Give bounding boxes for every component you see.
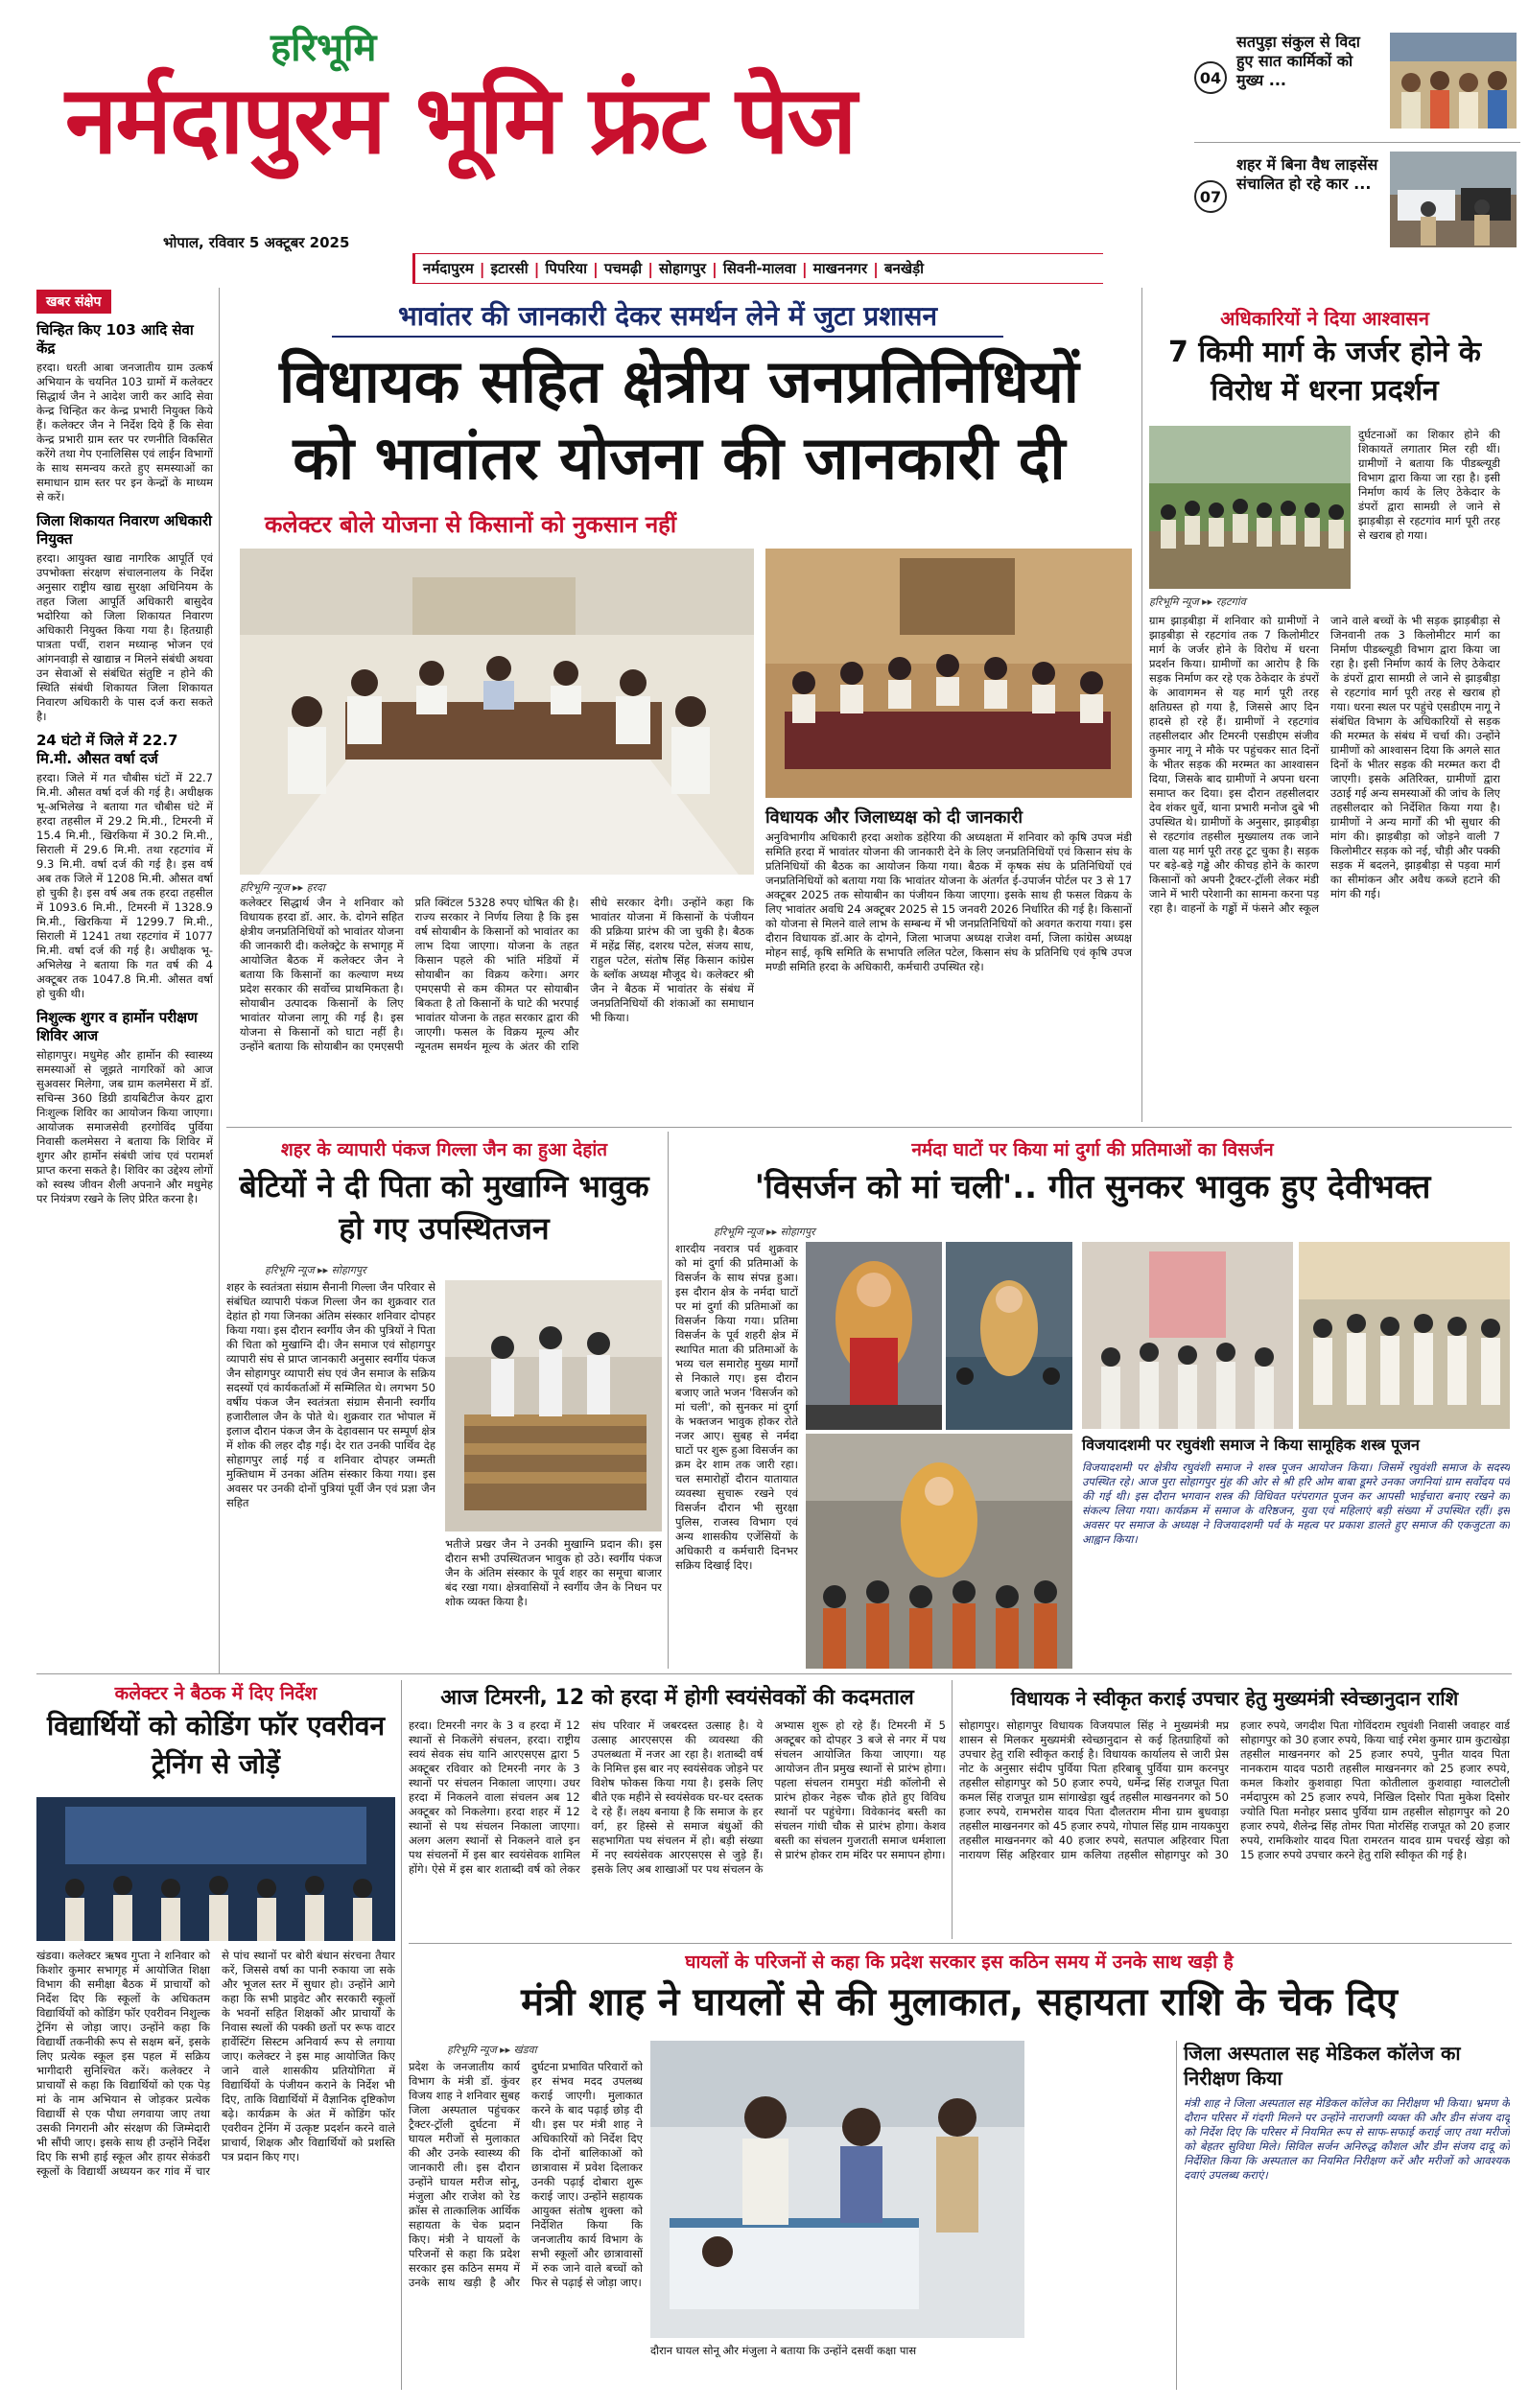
gilla-story bbox=[226, 1136, 662, 1669]
lead-story bbox=[226, 297, 1132, 1122]
protest-kicker: अधिकारियों ने दिया आश्वासन bbox=[1220, 307, 1429, 330]
coding-kicker: कलेक्टर ने बैठक में दिए निर्देश bbox=[114, 1683, 318, 1704]
shah-body: प्रदेश के जनजातीय कार्य विभाग के मंत्री डॉ. कुंवर विजय शाह ने शनिवार सुबह जिला अस्पताल पहुंचकर ट्रैक्टर-ट्रॉली दुर्घटना में घायल मरीजों से मुलाकात की और उनके स्वास्थ्य की जानकारी ली। इस दौरान उन्होंने घायल मरीज सोनू, मंजुला और राजेश को रेड क्रॉस से तात्कालिक आर्थिक सहायता के चेक प्रदान किए। मंत्री ने घायलों के परिजनों से कहा कि प्रदेश सरकार इस कठिन समय में उनके साथ खड़ी है और दुर्घटना प्रभावित परिवारों को हर संभव मदद उपलब्ध कराई जाएगी। मुलाकात करने के बाद पढ़ाई छोड़ दी थी। इस पर मंत्री शाह ने अधिकारियों को निर्देश दिए कि दोनों बालिकाओं को छात्रावास में प्रवेश दिलाकर उनकी पढ़ाई दोबारा शुरू कराई जाए। उन्होंने सहायक आयुक्त संतोष शुक्ला को निर्देशित किया कि जनजातीय कार्य विभाग के सभी स्कूलों और छात्रावासों में रुक जाने वाले बच्चों को फिर से पढ़ाई से जोड़ा जाए। bbox=[409, 2060, 643, 2289]
hospital-body: मंत्री शाह ने जिला अस्पताल सह मेडिकल कॉलेज का निरीक्षण भी किया। भ्रमण के दौरान परिसर में गंदगी मिलने पर उन्होंने नाराजगी व्यक्त की और डीन संजय दादू को निर्देश दिए कि परिसर में नियमित रूप से साफ-सफाई कराई जाए तथा मरीजों को बेहतर सुविधा मिले। सिविल सर्जन अनिरुद्ध कौशल और डीन संजय दादू को निर्देशित किया कि अस्पताल का नियमित निरीक्षण करें और मरीजों को आवश्यक दवाएं उपलब्ध कराएं। bbox=[1184, 2096, 1510, 2182]
nav-item-sohagpur[interactable]: सोहागपुर bbox=[659, 260, 707, 277]
section-rule bbox=[409, 1943, 1512, 1944]
brief-headline: जिला शिकायत निवारण अधिकारी नियुक्त bbox=[36, 512, 212, 548]
coding-headline: विद्यार्थियों को कोडिंग फॉर एवरीवन ट्रेनिंग से जोड़ें bbox=[46, 1710, 385, 1780]
relief-headline: विधायक ने स्वीकृत कराई उपचार हेतु मुख्यमंत्री स्वेच्छानुदान राशि bbox=[1010, 1687, 1459, 1710]
protest-body: ग्राम झाड़बीड़ा में शनिवार को ग्रामीणों ने झाड़बीड़ा से रहटगांव तक 7 किलोमीटर मार्ग के जर्जर होने के विरोध में धरना प्रदर्शन किया। ग्रामीणों का आरोप है कि सड़क निर्माण कर रहे एक ठेकेदार के डंपरों के आवागमन से यह मार्ग पूरी तरह क्षतिग्रस्त हो गया है, जिससे आए दिन हादसे हो रहे हैं। ग्रामीणों ने रहटगांव तहसीलदार और टिमरनी एसडीएम संजीव कुमार नागू ने मौके पर पहुंचकर सात दिनों के भीतर सड़क की मरम्मत का आश्वासन दिया, जिसके बाद ग्रामीणों ने अपना धरना समाप्त कर दिया। इस दौरान तहसीलदार देव शंकर धुर्वे, थाना प्रभारी मनोज दुबे भी उपस्थित थे। ग्रामीणों के अनुसार, झाड़बीड़ा से रहटगांव तहसील मुख्यालय तक जाने वाला यह मार्ग पूरी तरह टूट चुका है। सड़क पर बड़े-बड़े गड्ढे और कीचड़ होने के कारण किसानों को अपनी ट्रैक्टर-ट्रॉली लेकर मंडी जाने में भारी परेशानी का सामना करना पड़ रहा है। वाहनों के गड्ढों में फंसने और स्कूल जाने वाले बच्चों के भी सड़क झाड़बीड़ा से जिनवानी तक 3 किलोमीटर मार्ग का निर्माण पीडब्ल्यूडी विभाग द्वारा किया जा रहा है। इसी निर्माण कार्य के लिए ठेकेदार के डंपरों द्वारा सामग्री ले जाने से झाड़बीड़ा से रहटगांव मार्ग पूरी तरह से खराब हो गया। धरना स्थल पर पहुंचे एसडीएम नागू ने संबंधित विभाग के अधिकारियों से सड़क की मरम्मत के संबंध में चर्चा की। उन्होंने ग्रामीणों को आश्वासन दिया कि अगले सात दिनों के भीतर सड़क की मरम्मत करा दी जाएगी। इसके अतिरिक्त, ग्रामीणों द्वारा उठाई गई अन्य समस्याओं की जांच के लिए तहसीलदार को निर्देशित किया गया है। ग्रामीणों ने अन्य मार्गों की भी सुधार की मांग की। झाड़बीड़ा को जोड़ने वाली 7 किलोमीटर सड़क को नई, चौड़ी और पक्की सड़क में बदलने, झाड़बीड़ा से पड़वा मार्ग का सीमांकन और अवैध कब्जे हटाने की मांग की गई। bbox=[1149, 614, 1500, 915]
coding-photo bbox=[36, 1797, 395, 1941]
nav-item-itarsi[interactable]: इटारसी bbox=[490, 260, 529, 277]
nav-item-seoni-malwa[interactable]: सिवनी-मालवा bbox=[722, 260, 796, 277]
protest-headline: 7 किमी मार्ग के जर्जर होने के विरोध में धरना प्रदर्शन bbox=[1168, 336, 1481, 408]
brief-headline: 24 घंटो में जिले में 22.7 मि.मी. औसत वर्षा दर्ज bbox=[36, 732, 178, 767]
page-title: नर्मदापुरम भूमि फ्रंट पेज bbox=[65, 66, 856, 175]
hospital-photo bbox=[650, 2041, 1024, 2338]
brief-text: हरदा। जिले में गत चौबीस घंटों में 22.7 मि.मी. औसत वर्षा दर्ज की गई है। अधीक्षक भू-अभिलेख ने बताया गत चौबीस घंटे में हरदा तहसील में 29.2 मि.मी., टिमरनी में 15.4 मि.मी., खिरकिया में 30.2 मि.मी., सिराली में 29.6 मि.मी. तथा रहटगांव में 9.3 मि.मी. वर्षा दर्ज की गई है। इस वर्ष अब तक जिले में 1208 मि.मी. औसत वर्षा हो चुकी है। इस वर्ष अब तक हरदा तहसील में 1093.6 मि.मी., टिमरनी में 1328.9 मि.मी., खिरकिया में 1299.7 मि.मी., सिराली में 1241 तथा रहटगांव में 1077 मि.मी. वर्षा दर्ज की गई है। अधीक्षक भू-अभिलेख ने बताया कि गत वर्ष की 4 अक्टूबर तक 1047.8 मि.मी. औसत वर्षा हो चुकी थी। bbox=[36, 771, 213, 1000]
nav-item-bankhedi[interactable]: बनखेड़ी bbox=[883, 260, 925, 277]
lead-subhead: कलेक्टर बोले योजना से किसानों को नुकसान नहीं bbox=[265, 511, 677, 538]
teaser-1[interactable] bbox=[1194, 33, 1520, 148]
gilla-kicker: शहर के व्यापारी पंकज गिल्ला जैन का हुआ देहांत bbox=[280, 1139, 608, 1160]
column-rule bbox=[401, 1680, 402, 2390]
teaser-photo bbox=[1390, 152, 1517, 247]
lead-side-headline: विधायक और जिलाध्यक्ष को दी जानकारी bbox=[765, 807, 1023, 828]
brief-text: हरदा। धरती आबा जनजातीय ग्राम उत्कर्ष अभियान के चयनित 103 ग्रामों में कलेक्टर सिद्धार्थ जैन ने आदेश जारी कर आदि सेवा केन्द्र चिन्हित कर केन्द्र प्रभारी नियुक्त किये हैं। कलेक्टर जैन ने निर्देश दिये हैं कि सेवा केन्द्र प्रभारी ग्राम स्तर पर रणनीति विकसित करेंगे तथा गेप एनालिसिस एवं लाईन विभागों के साथ समन्वय करते हुए समस्याओं का समाधान ग्राम स्तर पर इन केन्द्रों के माध्यम से करें। bbox=[36, 361, 213, 503]
brief-headline: चिन्हित किए 103 आदि सेवा केंद्र bbox=[36, 321, 194, 357]
dateline: भोपाल, रविवार 5 अक्टूबर 2025 bbox=[163, 234, 350, 251]
lead-kicker: भावांतर की जानकारी देकर समर्थन लेने में जुटा प्रशासन bbox=[332, 297, 1003, 338]
nav-item-narmadapuram[interactable]: नर्मदापुरम bbox=[423, 260, 474, 277]
rss-body: हरदा। टिमरनी नगर के 3 व हरदा में 12 स्थानों से निकलेंगे संचलन, हरदा। राष्ट्रीय स्वयं सेवक संघ यानि आरएसएस द्वारा 5 अक्टूबर रविवार को टिमरनी नगर के 3 स्थानों पर संचलन निकाला जाएगा। उधर हरदा में निकलने वाला संचलन अब 12 अक्टूबर को निकलेगा। हरदा शहर में 12 स्थानों से पथ संचलन निकाला जाएगा। अलग अलग स्थानों से निकलने वाले इन पथ संचलनों में इस बार स्वयंसेवक शामिल होंगे। ऐसे में इस बार शताब्दी वर्ष को लेकर संघ परिवार में जबरदस्त उत्साह है। ये उत्साह आरएसएस की व्यवस्था की उपलब्धता में नजर आ रहा है। शताब्दी वर्ष के निमित्त इस बार नए स्वयंसेवक जोड़ने पर विशेष फोकस किया गया है। इसके लिए बीते एक महीने से स्वयंसेवक घर-घर दस्तक दे रहे हैं। लक्ष्य बनाया है कि समाज के हर वर्ग, हर हिस्से से समाज बंधुओं की सहभागिता पथ संचलन में हो। बड़ी संख्या में नए स्वयंसेवक आरएसएस से जुड़े हैं। इसके लिए अब शाखाओं पर पथ संचलन के अभ्यास शुरू हो रहे हैं। टिमरनी में 5 अक्टूबर को दोपहर 3 बजे से नगर में पथ संचलन आयोजित किया जाएगा। यह आयोजन तीन प्रमुख स्थानों से प्रारंभ होगा। पहला संचलन रामपुरा मंडी कॉलोनी से प्रारंभ होकर नेहरू चौक होते हुए विविध स्थानों पर पहुंचेगा। विवेकानंद बस्ती का संचलन गांधी चौक से प्रारंभ होगा। केशव बस्ती का संचलन गुजराती समाज धर्मशाला से प्रारंभ होकर राम मंदिर पर समापन होगा। bbox=[409, 1718, 946, 1876]
durga-story bbox=[675, 1136, 1510, 1669]
column-rule bbox=[668, 1132, 669, 1669]
nav-item-makhannagar[interactable]: माखननगर bbox=[812, 260, 868, 277]
hospital-headline: जिला अस्पताल सह मेडिकल कॉलेज का निरीक्षण किया bbox=[1184, 2042, 1461, 2090]
column-rule bbox=[219, 288, 220, 1673]
city-nav: नर्मदापुरम | इटारसी | पिपरिया | पचमढ़ी | सोहागपुर | सिवनी-मालवा | माखननगर | बनखेड़ी bbox=[412, 253, 1103, 284]
brief-text: हरदा। आयुक्त खाद्य नागरिक आपूर्ति एवं उपभोक्ता संरक्षण संचालनालय के निर्देश अनुसार राष्ट्रीय खाद्य सुरक्षा अधिनियम के तहत जिला आपूर्ति अधिकारी बासुदेव भदोरिया को जिला शिकायत निवारण अधिकारी नियुक्त किया गया है। हितग्राही पात्रता पर्ची, राशन मध्यान्ह भोजन एवं आंगनवाड़ी से खाद्यान्न न मिलने संबंधी अथवा उन सेवाओं से संबंधित संतुष्टि न होने की स्थिति संबंधी शिकायत जिला शिकायत निवारण अधिकारी के पास दर्ज करा सकते है। bbox=[36, 551, 213, 723]
relief-story bbox=[959, 1680, 1510, 1939]
teaser-divider bbox=[1194, 142, 1520, 143]
gilla-caption: भतीजे प्रखर जैन ने उनकी मुखाग्नि प्रदान की। इस दौरान सभी उपस्थितजन भावुक हो उठे। स्वर्गीय पंकज जैन के अंतिम संस्कार के पूर्व शहर का समूचा बाजार बंद रखा गया। क्षेत्रवासियों ने स्वर्गीय जैन के निधन पर शोक व्यक्त किया है। bbox=[445, 1537, 662, 1608]
teaser-number: 07 bbox=[1194, 180, 1227, 213]
news-brief-sidebar bbox=[36, 288, 213, 1669]
lead-side-body: अनुविभागीय अधिकारी हरदा अशोक डहेरिया की अध्यक्षता में शनिवार को कृषि उपज मंडी समिति हरदा में भावांतर योजना की जानकारी देने के लिए जनप्रतिनिधियों एवं किसान संघ के प्रतिनिधियों की बैठक का आयोजन किया गया। बैठक में कृषक संघ के प्रतिनिधियों एवं जनप्रतिनिधियों को बताया गया कि भावांतर योजना के अंतर्गत ई-उपार्जन पोर्टल पर 3 से 17 अक्टूबर 2025 तक सोयाबीन का पंजीयन किया जाएगा। इसके साथ ही फसल विक्रय के लिए भावांतर अवधि 24 अक्टूबर 2025 से 15 जनवरी 2026 निर्धारित की गई है। किसानों को योजना से मिलने वाले लाभ के सम्बन्ध में भी जनप्रतिनिधियों को अवगत कराया गया। इस दौरान विधायक डॉ.आर के दोगने, जिला भाजपा अध्यक्ष राजेश वर्मा, जिला कांग्रेस अध्यक्ष मोहन साई, कृषि समिति के सभापति ललित पटेल, किसान संघ के प्रतिनिधि एवं कृषि उपज मण्डी समिति हरदा के अधिकारी, कर्मचारी उपस्थित रहे। bbox=[765, 830, 1132, 973]
protest-body-top: दुर्घटनाओं का शिकार होने की शिकायतें लगातार मिल रही थीं। ग्रामीणों ने बताया कि पीडब्ल्यूडी विभाग द्वारा किया जा रहा है। इसी निर्माण कार्य के लिए ठेकेदार के डंपरों द्वारा सामग्री ले जाने से झाड़बीड़ा से रहटगांव मार्ग पूरी तरह से खराब हो गया। bbox=[1358, 428, 1500, 542]
second-meeting-photo bbox=[765, 549, 1132, 798]
durga-credit: हरिभूमि न्यूज ▸▸ सोहागपुर bbox=[714, 1226, 815, 1238]
teaser-number: 04 bbox=[1194, 61, 1227, 94]
lead-headline: विधायक सहित क्षेत्रीय जनप्रतिनिधियों bbox=[279, 346, 1079, 416]
lead-credit: हरिभूमि न्यूज ▸▸ हरदा bbox=[240, 881, 325, 894]
procession-photo bbox=[806, 1434, 1072, 1669]
lead-headline: को भावांतर योजना की जानकारी दी bbox=[293, 423, 1066, 493]
section-rule bbox=[36, 1673, 1512, 1674]
teaser-photo bbox=[1390, 33, 1517, 129]
visarjan-photo bbox=[946, 1242, 1072, 1430]
brief-text: सोहागपुर। मधुमेह और हार्मोन की स्वास्थ्य समस्याओं से जूझते नागरिकों को आज सुअवसर मिलेगा, जब ग्राम कलमेसरा में डॉ. सचिन्स 360 डिग्री डायबिटीज केयर द्वारा निःशुल्क शिविर का आयोजन किया जाएगा। आयोजक समाजसेवी हरगोविंद पुर्विया निवासी कलमेसरा ने बताया कि शिविर में शुगर और हार्मोन संबंधी जांच एवं परामर्श प्राप्त करना सकते है। शिविर का उद्देश्य लोगों को स्वस्थ जीवन शैली अपनाने और मधुमेह पर नियंत्रण रखने के लिए प्रेरित करना है। bbox=[36, 1048, 213, 1205]
section-rule bbox=[226, 1127, 1512, 1128]
relief-body: सोहागपुर। सोहागपुर विधायक विजयपाल सिंह ने मुख्यमंत्री मप्र शासन से मिलकर मुख्यमंत्री स्वेच्छानुदान से कई हितग्राहियों को उपचार हेतु राशि स्वीकृत कराई है। विधायक कार्यालय से जारी प्रेस नोट के अनुसार संदीप पुर्विया पिता हरिबाबू पुर्विया ग्राम करनपुर तहसील सोहागपुर को 50 हजार रुपये, धर्मेन्द्र सिंह राजपूत पिता कमल सिंह राजपूत ग्राम सांगाखेड़ा खुर्द तहसील माखननगर को 50 हजार रुपये, रामभरोस यादव पिता दौलतराम मीना ग्राम बुधवाड़ा तहसील माखननगर को 45 हजार रुपये, गोपाल सिंह ग्राम नायकपुरा तहसील माखननगर को 40 हजार रुपये, सतपाल अहिरवार पिता नारायण सिंह अहिरवार ग्राम कलिया तहसील सोहागपुर को 30 हजार रुपये, जगदीश पिता गोविंदराम रघुवंशी निवासी जवाहर वार्ड सोहागपुर को 30 हजार रुपये, किया चाई रमेश कुमार ग्राम कुटाखेड़ा तहसील माखननगर को 25 हजार रुपये, पुनीत यादव पिता नानकराम यादव पठारी तहसील माखननगर को 25 हजार रुपये, कमल किशोर कुशवाहा पिता कोतीलाल कुशवाहा ग्वालटोली नर्मदापुरम को 25 हजार रुपये, निखिल दिसोर पिता मुकेश दिसोर ज्योति पिता मनोहर प्रसाद पुर्विया ग्राम तहसील सोहागपुर को 20 हजार रुपये, शैलेन्द्र सिंह तोमर पिता मोरसिंह राजपूत को 20 हजार रुपये, रामकिशोर यादव पिता रामरतन यादव ग्राम पचरई खेड़ा को 15 हजार रुपये उपचार करने हेतु राशि स्वीकृत की गई है। bbox=[959, 1718, 1510, 1861]
shah-story bbox=[409, 1949, 1510, 2390]
shastra-body: विजयादशमी पर क्षेत्रीय रघुवंशी समाज ने शस्त्र पूजन आयोजन किया। जिसमें रघुवंशी समाज के सदस्य उपस्थित रहे। आज पुरा सोहागपुर मुंह की ओर से श्री हरि ओम बाबा डूमरे उनका जगनियां ग्राम सर्वोदय पर्व की गई थी। इस दौरान भगवान शस्त्र की विधिवत परंपरागत पूजन कर आपसी भाईचारा बनाए रखने का संकल्प लिया गया। कार्यक्रम में समाज के वरिष्ठजन, युवा एवं महिलाएं बड़ी संख्या में उपस्थित रहीं। इस अवसर पर समाज के अध्यक्ष ने विजयादशमी पर्व के महत्व पर प्रकाश डालते हुए समाज की एकजुटता का आह्वान किया। bbox=[1082, 1461, 1510, 1546]
protest-photo bbox=[1149, 426, 1351, 589]
column-rule bbox=[1141, 288, 1142, 1122]
road-protest-story bbox=[1149, 305, 1500, 1120]
gilla-credit: हरिभूमि न्यूज ▸▸ सोहागपुर bbox=[265, 1264, 366, 1276]
durga-body: शारदीय नवरात्र पर्व शुक्रवार को मां दुर्गा की प्रतिमाओं के विसर्जन के साथ संपन्न हुआ। इस दौरान क्षेत्र के नर्मदा घाटों पर मां दुर्गा की प्रतिमाओं का विसर्जन किया गया। प्रतिमा विसर्जन के पूर्व शहरी क्षेत्र में स्थापित माता की प्रतिमाओं के भव्य चल समारोह मुख्य मार्गों से निकाले गए। इस दौरान बजाए जाते भजन 'विसर्जन को मां चली', को सुनकर मां दुर्गा के भक्तजन भावुक होकर रोते नजर आए। सुबह से नर्मदा घाटों पर शुरू हुआ विसर्जन का क्रम देर शाम तक जारी रहा। चल समारोहों दौरान यातायात व्यवस्था सुचारू रखने एवं विसर्जन दौरान भी सुरक्षा पुलिस, राजस्व विभाग एवं अन्य शासकीय एजेंसियों के अधिकारी व कर्मचारी दिनभर सक्रिय दिखाई दिए। bbox=[675, 1242, 798, 1572]
sidebar-label: खबर संक्षेप bbox=[36, 290, 111, 314]
durga-kicker: नर्मदा घाटों पर किया मां दुर्गा की प्रतिमाओं का विसर्जन bbox=[911, 1139, 1274, 1160]
masthead bbox=[0, 0, 1529, 288]
gilla-headline: बेटियों ने दी पिता को मुखाग्नि भावुक हो गए उपस्थितजन bbox=[239, 1168, 649, 1247]
idol-photo bbox=[806, 1242, 942, 1430]
shastra-pujan-photo-2 bbox=[1299, 1242, 1510, 1429]
lead-body: कलेक्टर सिद्धार्थ जैन ने शनिवार को विधायक हरदा डॉ. आर. के. दोगने सहित क्षेत्रीय जनप्रतिनिधियों को भावांतर योजना की जानकारी दी। कलेक्ट्रेट के सभागृह में आयोजित बैठक में कलेक्टर जैन ने बताया कि किसानों का कल्याण मध्य प्रदेश सरकार की सर्वोच्च प्राथमिकता है। सोयाबीन उत्पादक किसानों के लिए भावांतर योजना लागू की गई है। इस योजना से किसानों को घाटा नहीं है। उन्होंने बताया कि सोयाबीन का एमएसपी प्रति क्विंटल 5328 रुपए घोषित की है। राज्य सरकार ने निर्णय लिया है कि इस वर्ष सोयाबीन के किसानों को भावांतर का लाभ दिया जाएगा। योजना के तहत किसान पहले की भांति मंडियों में सोयाबीन का विक्रय करेगा। अगर एमएसपी से कम कीमत पर सोयाबीन बिकता है तो किसानों के घाटे की भरपाई भावांतर योजना के तहत सरकार द्वारा की जाएगी। फसल के विक्रय मूल्य और न्यूनतम समर्थन मूल्य के अंतर की राशि सीधे सरकार देगी। उन्होंने कहा कि भावांतर योजना में किसानों के पंजीयन की प्रक्रिया प्रारंभ की जा चुकी है। बैठक में महेंद्र सिंह, दशरथ पटेल, संजय साध, राहुल पटेल, संतोष सिंह किसान कांग्रेस के ब्लॉक अध्यक्ष मौजूद थे। कलेक्टर श्री जैन ने बैठक में भावांतर के संबंध में जनप्रतिनिधियों की शंकाओं का समाधान भी किया। bbox=[240, 896, 754, 1053]
shah-credit: हरिभूमि न्यूज ▸▸ खंडवा bbox=[447, 2044, 537, 2056]
protest-credit: हरिभूमि न्यूज ▸▸ रहटगांव bbox=[1149, 596, 1246, 608]
coding-story bbox=[36, 1680, 395, 2390]
column-rule bbox=[1176, 2041, 1177, 2390]
shah-caption: दौरान घायल सोनू और मंजुला ने बताया कि उन्होंने दसवीं कक्षा पास bbox=[650, 2344, 917, 2357]
shah-headline: मंत्री शाह ने घायलों से की मुलाकात, सहायता राशि के चेक दिए bbox=[521, 1980, 1398, 2024]
meeting-photo bbox=[240, 549, 754, 875]
durga-headline: 'विसर्जन को मां चली'.. गीत सुनकर भावुक हुए देवीभक्त bbox=[754, 1168, 1431, 1206]
shah-kicker: घायलों के परिजनों से कहा कि प्रदेश सरकार इस कठिन समय में उनके साथ खड़ी है bbox=[685, 1952, 1234, 1973]
column-rule bbox=[952, 1680, 953, 1939]
shastra-headline: विजयादशमी पर रघुवंशी समाज ने किया सामूहिक शस्त्र पूजन bbox=[1082, 1436, 1420, 1454]
hospital-box bbox=[1184, 2041, 1510, 2390]
shastra-pujan-photo-1 bbox=[1082, 1242, 1293, 1429]
cremation-photo bbox=[445, 1280, 662, 1531]
nav-item-pachmarhi[interactable]: पचमढ़ी bbox=[603, 260, 643, 277]
teaser-text: सतपुड़ा संकुल से विदा हुए सात कार्मिकों को मुख्य ... bbox=[1236, 33, 1360, 89]
teaser-text: शहर में बिना वैध लाइसेंस संचालित हो रहे कार ... bbox=[1236, 155, 1378, 193]
shah-body-continued bbox=[1032, 2041, 1166, 2390]
brand-logo: हरिभूमि bbox=[271, 26, 377, 70]
gilla-body: शहर के स्वतंत्रता संग्राम सैनानी गिल्ला जैन परिवार से संबंधित व्यापारी पंकज गिल्ला जैन का शुक्रवार रात देहांत हो गया जिनका अंतिम संस्कार शनिवार दोपहर किया गया। इस दौरान स्वर्गीय जैन की पुत्रियों ने पिता की चिता को मुखाग्नि दी। जैन समाज एवं सोहागपुर व्यापारी संघ से प्राप्त जानकारी अनुसार स्वर्गीय पंकज जैन सोहागपुर व्यापारी संघ एवं जैन समाज के सक्रिय सदस्यों एवं कार्यकर्ताओं में सम्मिलित थे। लगभग 50 वर्षीय पंकज जैन स्वतंत्रता संग्राम सैनानी स्वर्गीय हजारीलाल जैन के पोते थे। शुक्रवार रात भोपाल में इलाज दौरान पंकज जैन के देहावसान पर सम्पूर्ण क्षेत्र में शोक की लहर दौड़ गई। देर रात उनकी पार्थिव देह सोहागपुर लाई गई व शनिवार दोपहर जम्मती मुक्तिधाम में उनका अंतिम संस्कार किया गया। इस अवसर पर उनकी दोनों पुत्रियां पूर्वी जैन एवं प्रज्ञा जैन सहित bbox=[226, 1280, 435, 1509]
nav-item-pipariya[interactable]: पिपरिया bbox=[545, 260, 587, 277]
coding-body: खंडवा। कलेक्टर ऋषव गुप्ता ने शनिवार को किशोर कुमार सभागृह में आयोजित शिक्षा विभाग की समीक्षा बैठक में प्राचार्यों को निर्देश दिए कि स्कूलों के अधिकतम विद्यार्थियों को कोडिंग फॉर एवरीवन निशुल्क ट्रेनिंग से जोड़ा जाए। उन्होंने कहा कि विद्यार्थी तकनीकी रूप से सक्षम बनें, इसके लिए प्रत्येक स्कूल इस पहल में सक्रिय भागीदारी सुनिश्चित करें। कलेक्टर ने प्राचार्यों से कहा कि विद्यार्थियों को एक पेड़ मां के नाम अभियान से जोड़कर प्रत्येक विद्यार्थी से एक पौधा लगवाया जाए तथा उसकी निगरानी और संरक्षण की जिम्मेदारी भी सौंपी जाए। इसके साथ ही उन्होंने निर्देश दिए कि सभी हाई स्कूल और हायर सेकंडरी स्कूलों के विद्यार्थी अध्ययन कर गांव में चार से पांच स्थानों पर बोरी बंधान संरचना तैयार करें, जिससे वर्षा का पानी रुकाया जा सके और भूजल स्तर में सुधार हो। उन्होंने आगे कहा कि सभी प्राइवेट और सरकारी स्कूलों के भवनों सहित शिक्षकों और प्राचार्यों के निवास स्थलों की पक्की छतों पर रूफ वाटर हार्वेस्टिंग सिस्टम अनिवार्य रूप से लगाया जाए। कलेक्टर ने इस माह आयोजित किए जाने वाले शासकीय प्रतियोगिता में विद्यार्थियों के पंजीयन कराने के निर्देश भी दिए, ताकि विद्यार्थियों में वैज्ञानिक दृष्टिकोण बढ़े। कार्यक्रम के अंत में कोडिंग फॉर एवरीवन ट्रेनिंग में उत्कृष्ट प्रदर्शन करने वाले प्राचार्य, शिक्षक और विद्यार्थियों को प्रशस्ति पत्र प्रदान किए गए। bbox=[36, 1949, 395, 2178]
rss-headline: आज टिमरनी, 12 को हरदा में होगी स्वयंसेवकों की कदमताल bbox=[440, 1686, 914, 1710]
brief-headline: निशुल्क शुगर व हार्मोन परीक्षण शिविर आज bbox=[36, 1009, 198, 1044]
teaser-2[interactable] bbox=[1194, 146, 1520, 253]
rss-story bbox=[409, 1680, 946, 1939]
